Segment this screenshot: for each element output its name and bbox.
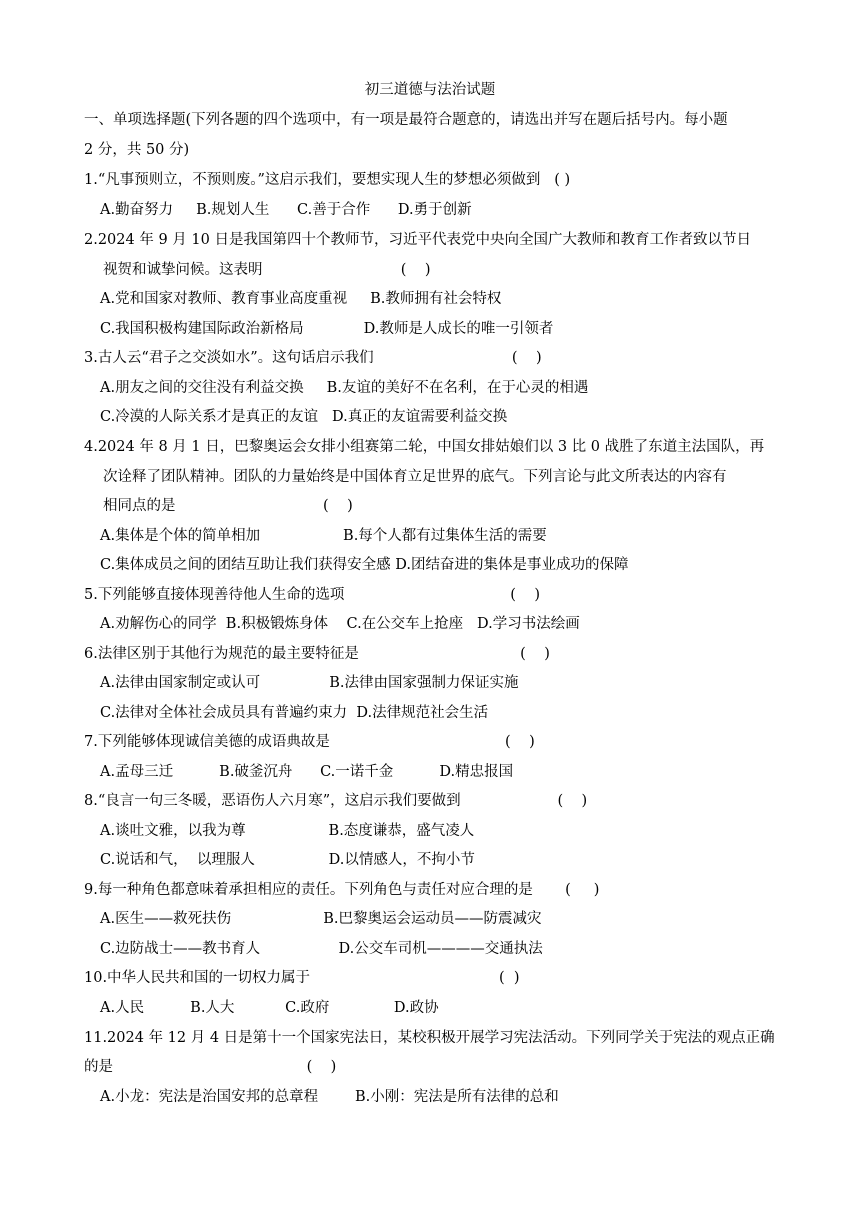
question-10-stem: 10.中华人民共和国的一切权力属于 ( ) [84, 970, 520, 986]
question-2-stem-line-1: 2.2024 年 9 月 10 日是我国第四十个教师节，习近平代表党中央向全国广大教师和教育工作者致以节日 [84, 232, 751, 248]
question-3-stem: 3.古人云“君子之交淡如水”。这句话启示我们 ( ) [84, 350, 542, 366]
question-9-options-line-2: C.边防战士——教书育人 D.公交车司机————交通执法 [100, 941, 543, 957]
question-4-options-line-2: C.集体成员之间的团结互助让我们获得安全感 D.团结奋进的集体是事业成功的保障 [100, 557, 629, 573]
question-2-stem-line-2: 视贺和诚挚问候。这表明 ( ) [103, 262, 431, 278]
question-5-options: A.劝解伤心的同学 B.积极锻炼身体 C.在公交车上抢座 D.学习书法绘画 [100, 616, 580, 632]
question-3-options-line-1: A.朋友之间的交往没有利益交换 B.友谊的美好不在名利，在于心灵的相遇 [100, 380, 589, 396]
question-11-stem-line-1: 11.2024 年 12 月 4 日是第十一个国家宪法日，某校积极开展学习宪法活动。下列同学关于宪法的观点正确 [84, 1030, 775, 1046]
question-1-stem: 1.“凡事预则立，不预则废。”这启示我们，要想实现人生的梦想必须做到 ( ) [84, 172, 571, 188]
question-6-options-line-1: A.法律由国家制定或认可 B.法律由国家强制力保证实施 [100, 675, 519, 691]
question-9-stem: 9.每一种角色都意味着承担相应的责任。下列角色与责任对应合理的是 ( ) [84, 882, 600, 898]
question-4-stem-line-1: 4.2024 年 8 月 1 日，巴黎奥运会女排小组赛第二轮，中国女排姑娘们以 3 比 0 战胜了东道主法国队，再 [84, 439, 765, 455]
question-10-options: A.人民 B.人大 C.政府 D.政协 [100, 1000, 439, 1016]
question-11-stem-line-2: 的是 ( ) [84, 1059, 337, 1075]
question-4-stem-line-2: 次诠释了团队精神。团队的力量始终是中国体育立足世界的底气。下列言论与此文所表达的内容有 [103, 469, 727, 485]
question-6-stem: 6.法律区别于其他行为规范的最主要特征是 ( ) [84, 646, 550, 662]
question-2-options-line-2: C.我国积极构建国际政治新格局 D.教师是人成长的唯一引领者 [100, 321, 554, 337]
question-7-options: A.孟母三迁 B.破釜沉舟 C.一诺千金 D.精忠报国 [100, 764, 514, 780]
question-2-options-line-1: A.党和国家对教师、教育事业高度重视 B.教师拥有社会特权 [100, 291, 502, 307]
section-header-line-1: 一、单项选择题(下列各题的四个选项中，有一项是最符合题意的，请选出并写在题后括号内。每小题 [84, 112, 728, 128]
question-1-options: A.勤奋努力 B.规划人生 C.善于合作 D.勇于创新 [100, 202, 472, 218]
question-8-stem: 8.“良言一句三冬暖，恶语伤人六月寒”，这启示我们要做到 ( ) [84, 793, 588, 809]
question-8-options-line-2: C.说话和气， 以理服人 D.以情感人，不拘小节 [100, 852, 475, 868]
question-7-stem: 7.下列能够体现诚信美德的成语典故是 ( ) [84, 734, 535, 750]
question-4-stem-line-3: 相同点的是 ( ) [103, 498, 353, 514]
question-6-options-line-2: C.法律对全体社会成员具有普遍约束力 D.法律规范社会生活 [100, 705, 489, 721]
question-8-options-line-1: A.谈吐文雅，以我为尊 B.态度谦恭，盛气凌人 [100, 823, 475, 839]
section-header-line-2: 2 分，共 50 分) [84, 142, 190, 158]
question-3-options-line-2: C.冷漠的人际关系才是真正的友谊 D.真正的友谊需要利益交换 [100, 409, 508, 425]
question-4-options-line-1: A.集体是个体的简单相加 B.每个人都有过集体生活的需要 [100, 528, 547, 544]
question-11-options-line-1: A.小龙：宪法是治国安邦的总章程 B.小刚：宪法是所有法律的总和 [100, 1089, 559, 1105]
question-5-stem: 5.下列能够直接体现善待他人生命的选项 ( ) [84, 587, 541, 603]
page-title: 初三道德与法治试题 [364, 82, 496, 98]
question-9-options-line-1: A.医生——救死扶伤 B.巴黎奥运会运动员——防震减灾 [100, 911, 542, 927]
